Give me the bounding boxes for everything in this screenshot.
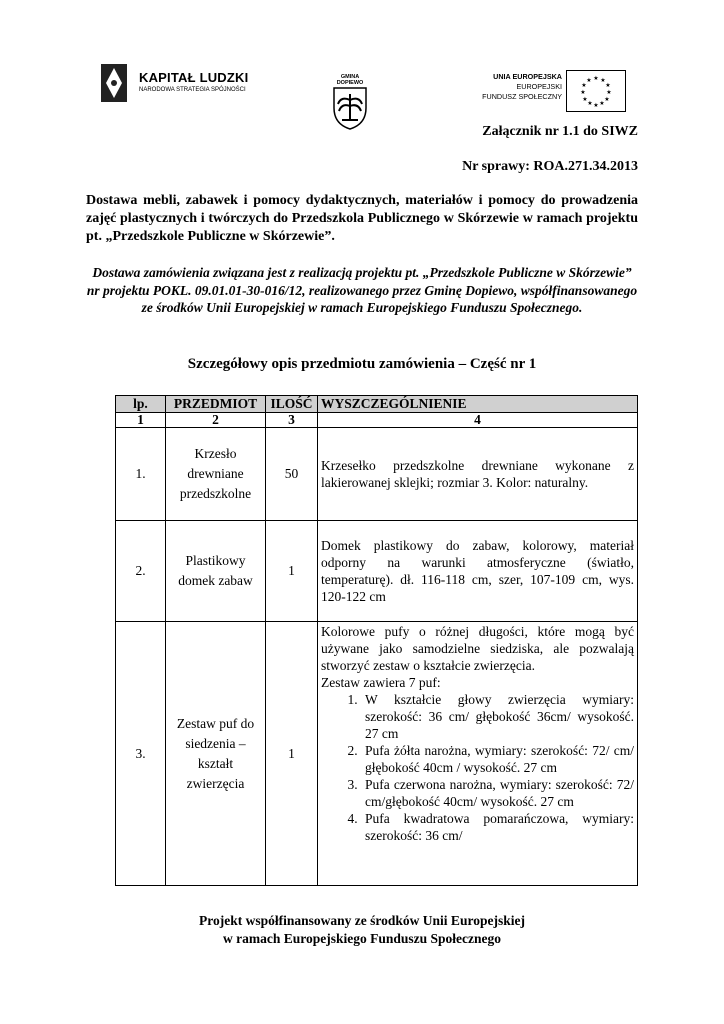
table-row: [116, 521, 638, 622]
attachment-label: Załącznik nr 1.1 do SIWZ: [482, 124, 638, 139]
svg-text:★: ★: [593, 102, 599, 109]
row-item: Krzesło drewniane przedszkolne: [166, 428, 266, 521]
column-number-row: [116, 413, 638, 428]
svg-text:★: ★: [587, 100, 593, 107]
row-description: [318, 622, 638, 886]
svg-text:★: ★: [606, 89, 612, 96]
specification-table: [115, 395, 638, 886]
column-number: 1: [116, 413, 166, 428]
kapital-ludzki-subtitle: NARODOWA STRATEGIA SPÓJNOŚCI: [139, 87, 246, 93]
row-qty: 1: [266, 521, 318, 622]
row-item: Plastikowy domek zabaw: [166, 521, 266, 622]
svg-text:★: ★: [600, 77, 606, 84]
column-number: 4: [318, 413, 638, 428]
row-description: Krzesełko przedszkolne drewniane wykonane z lakierowanej sklejki; rozmiar 3. Kolor: naturalny.: [318, 428, 638, 521]
svg-text:★: ★: [582, 96, 588, 103]
description-set: Zestaw zawiera 7 puf:: [321, 675, 441, 690]
document-title: Dostawa mebli, zabawek i pomocy dydaktycznych, materiałów i pomocy do prowadzenia zajęć plastycznych i twórczych do Przedszkola Publicznego w Skórzewie w ramach projektu pt. „Przedszkole Publiczne w Skórzewie”.: [86, 193, 638, 244]
eu-logo-text: [470, 72, 562, 102]
case-number: Nr sprawy: ROA.271.34.2013: [462, 159, 638, 174]
footer-line1: Projekt współfinansowany ze środków Unii Europejskiej: [199, 913, 525, 928]
coat-of-arms-icon: [332, 86, 368, 130]
table-header-row: [116, 396, 638, 413]
list-item: 2. Pufa żółta narożna, wymiary: szerokość: 72/ cm/ głębokość 40cm / wysokość. 27 cm: [361, 742, 634, 776]
column-number: 3: [266, 413, 318, 428]
row-qty: 50: [266, 428, 318, 521]
description-intro: Kolorowe pufy o różnej długości, które mogą być używane jako samodzielne siedziska, ale pozwalają stworzyć zestaw o kształcie zwierzęcia.: [321, 624, 634, 673]
table-row: [116, 622, 638, 886]
list-item: 4. Pufa kwadratowa pomarańczowa, wymiary: szerokość: 36 cm/: [361, 810, 634, 844]
footer-line2: w ramach Europejskiego Funduszu Społecznego: [222, 931, 502, 946]
svg-text:★: ★: [586, 77, 592, 84]
svg-text:★: ★: [604, 96, 610, 103]
svg-text:★: ★: [580, 89, 586, 96]
header-qty: ILOŚĆ: [266, 396, 318, 413]
kapital-ludzki-title: KAPITAŁ LUDZKI: [139, 70, 249, 85]
eu-line1: UNIA EUROPEJSKA: [493, 72, 562, 81]
list-item: 3. Pufa czerwona narożna, wymiary: szerokość: 72/ cm/głębokość 40cm/ wysokość. 27 cm: [361, 776, 634, 810]
eu-line2: EUROPEJSKI: [516, 82, 562, 91]
kapital-ludzki-logo: [95, 52, 250, 120]
row-description: Domek plastikowy do zabaw, kolorowy, materiał odporny na warunki atmosferyczne (światło, temperaturę). dł. 116-118 cm, szer, 107-109 cm, wys. 120-122 cm: [318, 521, 638, 622]
table-row: [116, 428, 638, 521]
list-item: 1. W kształcie głowy zwierzęcia wymiary: szerokość: 36 cm/ głębokość 36cm/ wysokość. 27 cm: [361, 691, 634, 742]
header-lp: lp.: [116, 396, 166, 413]
section-title: Szczegółowy opis przedmiotu zamówienia – Część nr 1: [187, 356, 537, 372]
row-item: Zestaw puf do siedzenia – kształt zwierzęcia: [166, 622, 266, 886]
svg-text:★: ★: [599, 100, 605, 107]
gmina-dopiewo-crest: [330, 74, 370, 126]
eu-flag: [566, 70, 626, 112]
project-note: Dostawa zamówienia związana jest z realizacją projektu pt. „Przedszkole Publiczne w Skórzewie” nr projektu POKL. 09.01.01-30-016/12, realizowanego przez Gminę Dopiewo, współfinansowanego ze środków Unii Europejskiej w ramach Europejskiego Funduszu Społecznego.: [86, 265, 638, 315]
header-item: PRZEDMIOT: [166, 396, 266, 413]
svg-text:★: ★: [581, 82, 587, 89]
svg-text:★: ★: [605, 82, 611, 89]
row-lp: 3.: [116, 622, 166, 886]
footer: [86, 912, 638, 948]
svg-text:★: ★: [593, 75, 599, 82]
eu-line3: FUNDUSZ SPOŁECZNY: [482, 92, 562, 101]
gmina-label: GMINA DOPIEWO: [336, 74, 364, 86]
row-lp: 1.: [116, 428, 166, 521]
eu-stars-icon: [567, 71, 625, 111]
header-description: WYSZCZEGÓLNIENIE: [318, 396, 638, 413]
column-number: 2: [166, 413, 266, 428]
row-lp: 2.: [116, 521, 166, 622]
row-qty: 1: [266, 622, 318, 886]
kapital-ludzki-icon: [95, 58, 135, 108]
